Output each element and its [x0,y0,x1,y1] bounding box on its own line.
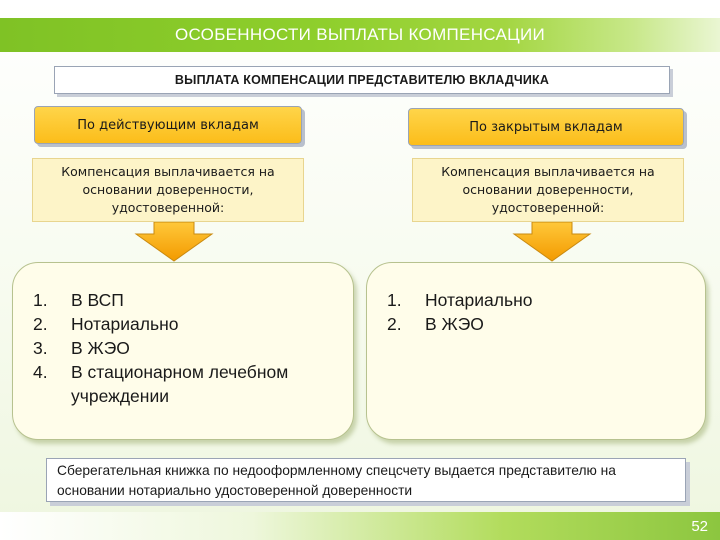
list-item-number: 2. [387,314,402,334]
subtitle-box: ВЫПЛАТА КОМПЕНСАЦИИ ПРЕДСТАВИТЕЛЮ ВКЛАДЧИКА [54,66,670,94]
note-left: Компенсация выплачивается на основании доверенности, удостоверенной: [32,158,304,222]
bottom-bar [0,512,720,540]
list-item-text: В ЖЭО [71,338,130,358]
list-box-right [366,262,706,440]
list-item-text: В ЖЭО [425,314,484,334]
note-right: Компенсация выплачивается на основании доверенности, удостоверенной: [412,158,684,222]
list-item [387,288,705,312]
list-left [13,263,353,408]
list-item [33,360,353,408]
list-item [33,288,353,312]
down-arrow-icon [512,222,592,262]
list-item-text: В стационарном лечебном учреждении [71,362,289,406]
list-box-left [12,262,354,440]
list-item [33,336,353,360]
list-item-number: 3. [33,338,48,358]
list-item-number: 4. [33,362,48,382]
list-item-number: 1. [33,290,48,310]
title-bar [0,18,720,52]
list-item-text: Нотариально [71,314,179,334]
list-right [367,263,705,336]
list-item-number: 2. [33,314,48,334]
page-number: 52 [691,518,708,535]
list-item-text: Нотариально [425,290,533,310]
list-item [33,312,353,336]
list-item-text: В ВСП [71,290,124,310]
down-arrow-icon [134,222,214,262]
category-closed-deposits: По закрытым вкладам [408,108,684,146]
bottom-note: Сберегательная книжка по недооформленному спецсчету выдается представителю на основании нотариально удостоверенной доверенности [46,458,686,502]
category-active-deposits: По действующим вкладам [34,106,302,144]
list-item-number: 1. [387,290,402,310]
list-item [387,312,705,336]
slide-title: ОСОБЕННОСТИ ВЫПЛАТЫ КОМПЕНСАЦИИ [174,25,546,44]
